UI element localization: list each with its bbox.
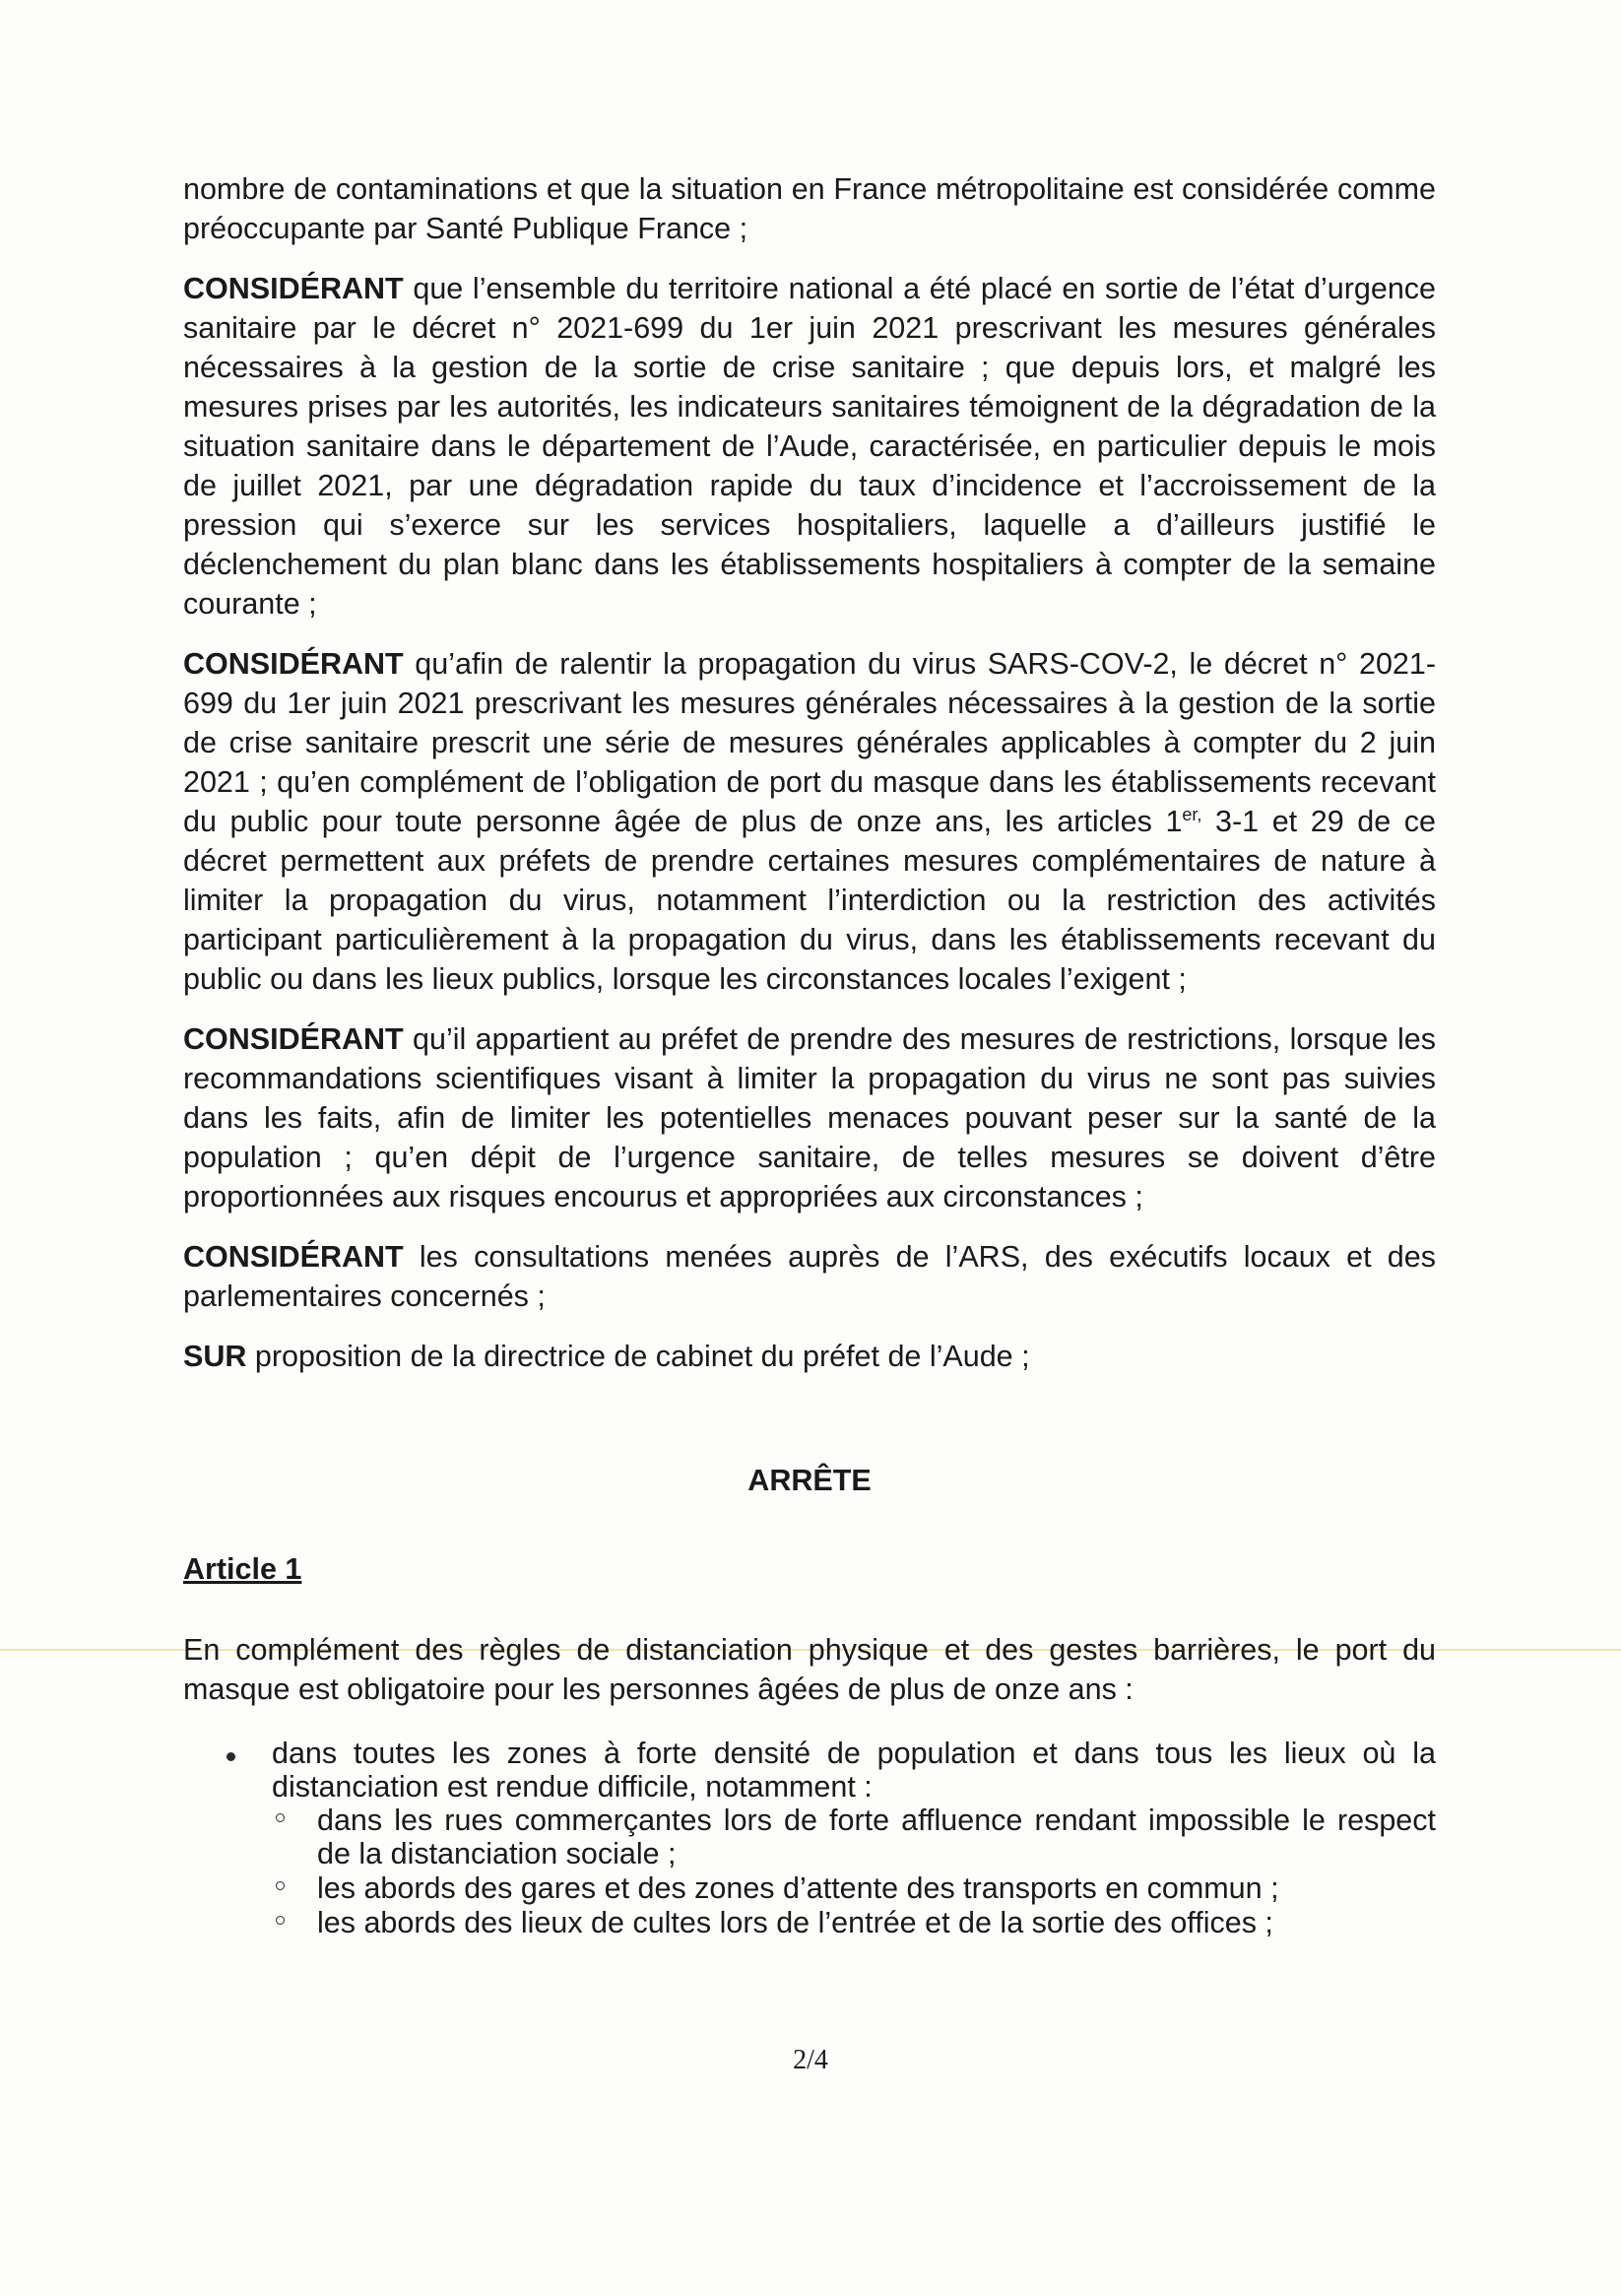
considerant-paragraph (183, 269, 1436, 623)
article-bullet-list (183, 1737, 1436, 1939)
paragraph-keyword: CONSIDÉRANT (183, 1022, 404, 1056)
circle-bullet-icon (276, 1881, 285, 1890)
paragraph-text: qu’afin de ralentir la propagation du virus SARS-COV-2, le décret n° 2021-699 du 1er juin 2021 prescrivant les mesures générales nécessaires à la gestion de la sortie de crise sanitaire prescrit une série de mesures générales applicables à compter du 2 juin 2021 ; qu’en complément de l’obligation de port du masque dans les établissements recevant du public pour toute personne âgée de plus de onze ans, les articles 1 (183, 647, 1436, 838)
article-intro: En complément des règles de distanciation physique et des gestes barrières, le port du masque est obligatoire pour les personnes âgées de plus de onze ans : (183, 1633, 1436, 1706)
paragraph-text: les consultations menées auprès de l’ARS, des exécutifs locaux et des parlementaires concernés ; (183, 1240, 1436, 1313)
arrete-heading: ARRÊTE (747, 1464, 872, 1497)
considerant-paragraph (183, 644, 1436, 999)
considerant-paragraph (183, 1019, 1436, 1216)
sub-item-text: dans les rues commerçantes lors de forte affluence rendant impossible le respect de la distanciation sociale ; (317, 1804, 1436, 1870)
paragraph-text: que l’ensemble du territoire national a été placé en sortie de l’état d’urgence sanitaire par le décret n° 2021-699 du 1er juin 2021 prescrivant les mesures générales nécessaires à la gestion de la sortie de crise sanitaire ; que depuis lors, et malgré les mesures prises par les autorités, les indicateurs sanitaires témoignent de la dégradation de la situation sanitaire dans le département de l’Aude, caractérisée, en particulier depuis le mois de juillet 2021, par une dégradation rapide du taux d’incidence et l’accroissement de la pression qui s’exerce sur les services hospitaliers, laquelle a d’ailleurs justifié le déclenchement du plan blanc dans les établissements hospitaliers à compter de la semaine courante ; (183, 272, 1436, 621)
paragraph-keyword: CONSIDÉRANT (183, 647, 404, 681)
circle-bullet-icon (276, 1916, 285, 1925)
paragraph-keyword: SUR (183, 1340, 247, 1373)
paragraph-text: nombre de contaminations et que la situation en France métropolitaine est considérée comme préoccupante par Santé Publique France ; (183, 172, 1436, 245)
article-title: Article 1 (183, 1552, 302, 1586)
sub-item-text: les abords des gares et des zones d’attente des transports en commun ; (317, 1871, 1279, 1905)
paragraph-continuation (183, 169, 1436, 248)
circle-bullet-icon (276, 1813, 285, 1822)
sub-list-item (272, 1804, 1436, 1870)
paragraph-text: qu’il appartient au préfet de prendre des mesures de restrictions, lorsque les recommandations scientifiques visant à limiter la propagation du virus ne sont pas suivies dans les faits, afin de limiter les potentielles menaces pouvant peser sur la santé de la population ; qu’en dépit de l’urgence sanitaire, de telles mesures se doivent d’être proportionnées aux risques encourus et appropriées aux circonstances ; (183, 1022, 1436, 1214)
considerant-paragraph (183, 1237, 1436, 1316)
sub-item-text: les abords des lieux de cultes lors de l’entrée et de la sortie des offices ; (317, 1906, 1273, 1939)
paragraph-text-continued: 3-1 et 29 de ce décret permettent aux préfets de prendre certaines mesures complémentaires de nature à limiter la propagation du virus, notamment l’interdiction ou la restriction des activités participant particulièrement à la propagation du virus, dans les établissements recevant du public ou dans les lieux publics, lorsque les circonstances locales l’exigent ; (183, 805, 1436, 996)
paragraph-keyword: CONSIDÉRANT (183, 272, 404, 305)
sub-list-item (272, 1906, 1436, 1939)
sub-list-item (272, 1871, 1436, 1905)
sub-list (272, 1804, 1436, 1939)
page-number: 2/4 (793, 2045, 828, 2075)
bullet-icon (227, 1752, 235, 1761)
superscript-text: er, (1182, 804, 1202, 824)
list-item (183, 1737, 1436, 1939)
bullet-text: dans toutes les zones à forte densité de population et dans tous les lieux où la distanciation est rendue difficile, notamment : (272, 1737, 1436, 1804)
paragraph-keyword: CONSIDÉRANT (183, 1240, 404, 1274)
document-body (183, 169, 1436, 1940)
proposition-paragraph (183, 1337, 1436, 1376)
paragraph-text: proposition de la directrice de cabinet du préfet de l’Aude ; (246, 1340, 1030, 1373)
